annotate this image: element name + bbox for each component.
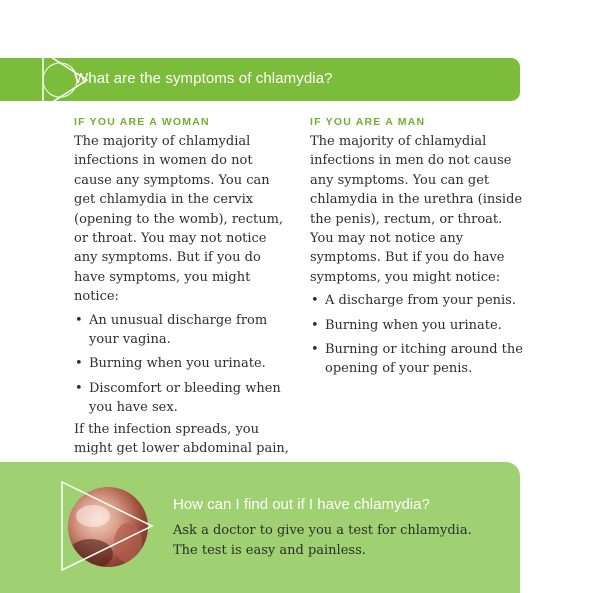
test-title: How can I find out if I have chlamydia? — [173, 496, 430, 513]
bullet-icon: • — [75, 312, 83, 328]
play-triangle-icon — [60, 480, 155, 572]
man-symptom-list — [310, 291, 525, 379]
list-item: • An unusual discharge from your vagina. — [75, 312, 268, 348]
test-description: Ask a doctor to give you a test for chlamydia. The test is easy and painless. — [173, 523, 472, 558]
woman-intro: The majority of chlamydial infections in women do not cause any symptoms. You can get chlamydia in the cervix (opening to the womb), rectum, or throat. You may not notice any symptoms. But if you do have symptoms, you might notice: — [74, 134, 284, 305]
woman-spread-note: If the infection spreads, you might get lower abdominal pain, — [74, 421, 289, 457]
man-intro: The majority of chlamydial infections in men do not cause any symptoms. You can get chlamydia in the urethra (inside the penis), rectum, or throat. You may not notice any symptoms. But if you do have symptoms, you might notice: — [310, 134, 523, 285]
bullet-icon: • — [75, 380, 83, 396]
woman-subhead: IF YOU ARE A WOMAN — [74, 116, 210, 128]
bullet-icon: • — [311, 317, 319, 333]
list-item: • Burning or itching around the opening of your penis. — [311, 342, 523, 377]
man-subhead: IF YOU ARE A MAN — [310, 116, 426, 128]
list-item: • Burning when you urinate. — [74, 354, 289, 373]
bullet-icon: • — [311, 293, 319, 309]
woman-column — [74, 116, 289, 497]
list-item: • Discomfort or bleeding when you have sex. — [75, 380, 281, 416]
list-item: • A discharge from your penis. — [310, 291, 525, 310]
woman-symptom-list — [74, 311, 289, 418]
man-column — [310, 116, 525, 384]
bullet-icon: • — [75, 356, 83, 372]
section-title: What are the symptoms of chlamydia? — [74, 70, 333, 87]
bullet-icon: • — [311, 342, 319, 358]
list-item: • Burning when you urinate. — [310, 316, 525, 335]
